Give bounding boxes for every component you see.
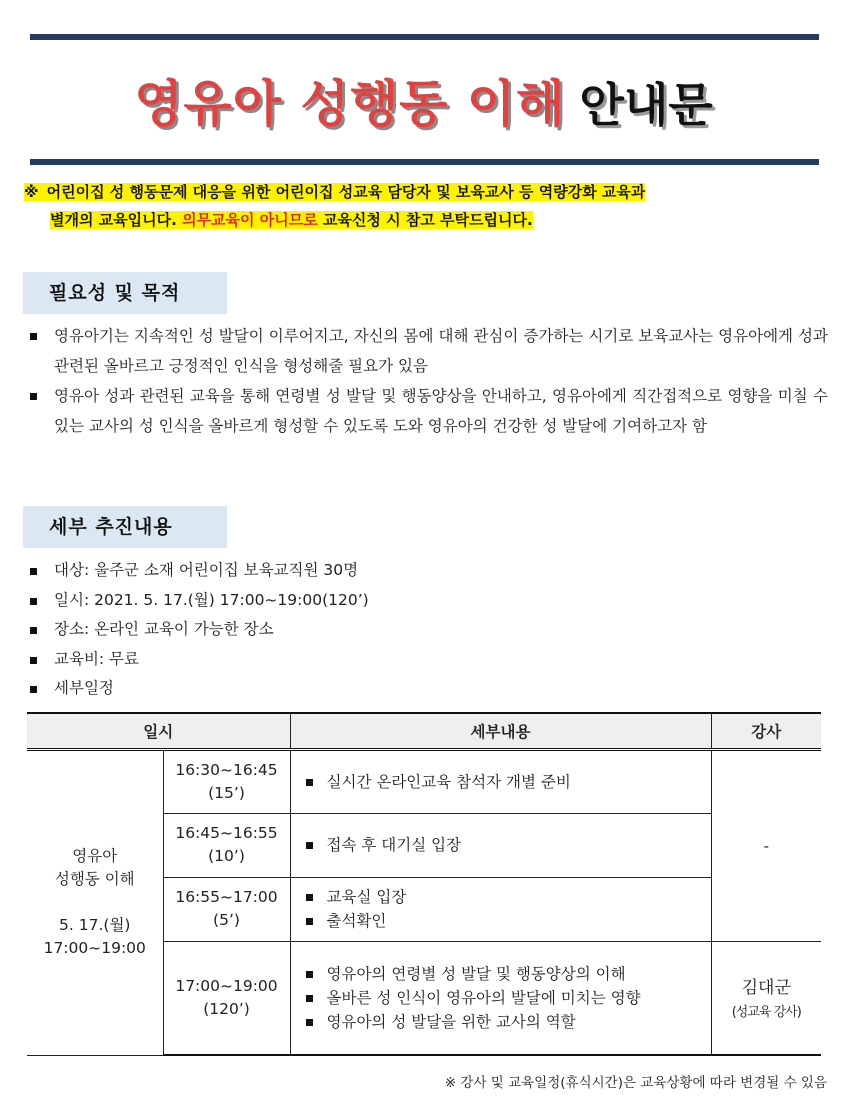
list-item-fee: 교육비: 무료 (28, 645, 828, 675)
detail-cell: 접속 후 대기실 입장 (290, 813, 711, 877)
table-header-row (27, 713, 821, 749)
notice-line-2: 별개의 교육입니다. 의무교육이 아니므로 교육신청 시 참고 부탁드립니다. (50, 211, 533, 229)
list-item: 영유아 성과 관련된 교육을 통해 연령별 성 발달 및 행동양상을 안내하고, 영유아에게 직간접적으로 영향을 미칠 수 있는 교사의 성 인식을 올바르게 형성할 수 있도록 도와 영유아의 건강한 성 발달에 기여하고자 함 (28, 381, 828, 441)
list-item: 영유아기는 지속적인 성 발달이 이루어지고, 자신의 몸에 대해 관심이 증가하는 시기로 보육교사는 영유아에게 성과 관련된 올바르고 긍정적인 인식을 형성해줄 필요가 있음 (28, 321, 828, 381)
notice-box (24, 178, 824, 234)
detail-cell: 실시간 온라인교육 참석자 개별 준비 (290, 749, 711, 813)
reference-mark-icon: ※ (24, 183, 39, 201)
time-cell: 16:55~17:00 (5’) (163, 877, 290, 941)
list-item-datetime: 일시: 2021. 5. 17.(월) 17:00~19:00(120’) (28, 586, 828, 616)
detail-cell: 영유아의 연령별 성 발달 및 행동양상의 이해 올바른 성 인식이 영유아의 발달에 미치는 영향 영유아의 성 발달을 위한 교사의 역할 (290, 941, 711, 1055)
page-title (0, 64, 847, 150)
details-list (28, 556, 828, 704)
title-suffix: 안내문 (579, 78, 713, 132)
section-heading-details: 세부 추진내용 (23, 506, 227, 548)
lecturer-cell (711, 941, 821, 1055)
purpose-list (28, 321, 828, 441)
schedule-table (27, 712, 821, 1056)
lecturer-none: - (711, 749, 821, 941)
header-lecturer: 강사 (711, 713, 821, 749)
header-when: 일시 (27, 713, 290, 749)
list-item-location: 장소: 온라인 교육이 가능한 장소 (28, 615, 828, 645)
time-cell: 16:45~16:55 (10’) (163, 813, 290, 877)
notice-line-1: ※ 어린이집 성 행동문제 대응을 위한 어린이집 성교육 담당자 및 보육교사 등 역량강화 교육과 (24, 183, 646, 201)
time-cell: 17:00~19:00 (120’) (163, 941, 290, 1055)
table-row (27, 749, 821, 813)
title-main: 영유아 성행동 이해 (134, 75, 566, 133)
lecturer-role: (성교육 강사) (731, 1005, 801, 1021)
section-heading-purpose: 필요성 및 목적 (23, 272, 227, 314)
list-item-schedule: 세부일정 (28, 674, 828, 704)
list-item-target: 대상: 울주군 소재 어린이집 보육교직원 30명 (28, 556, 828, 586)
title-divider (30, 159, 819, 165)
program-cell: 영유아 성행동 이해 5. 17.(월) 17:00~19:00 (27, 749, 163, 1055)
lecturer-name: 김대군 (741, 978, 791, 999)
top-divider (30, 34, 819, 40)
header-detail: 세부내용 (290, 713, 711, 749)
footnote: ※ 강사 및 교육일정(휴식시간)은 교육상황에 따라 변경될 수 있음 (444, 1075, 827, 1091)
notice-emphasis: 의무교육이 아니므로 (182, 211, 318, 229)
time-cell: 16:30~16:45 (15’) (163, 749, 290, 813)
detail-cell: 교육실 입장 출석확인 (290, 877, 711, 941)
